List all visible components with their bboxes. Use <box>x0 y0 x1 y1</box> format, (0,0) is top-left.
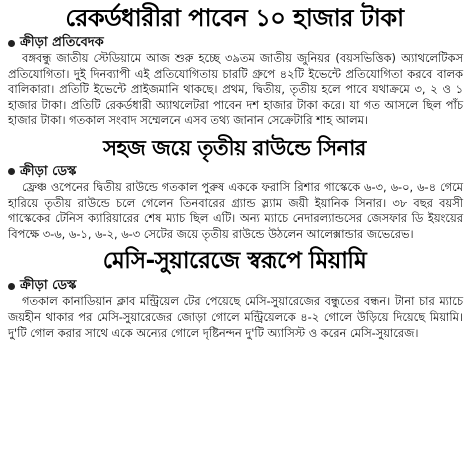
article-text: ফ্রেঞ্চ ওপেনের দ্বিতীয় রাউন্ডে গতকাল পুরুষ এককে ফরাসি রিশার গাস্কেকে ৬-৩, ৬-০, ৬-৪ গেমে হারিয়ে তৃতীয় রাউন্ডে চলে গেলেন তিনবারের গ্র্যান্ড স্ল্যাম জয়ী ইয়ানিক সিনার। ৩৮ বছর বয়সী গাস্কেকের টেনিস ক্যারিয়ারের শেষ ম্যাচ ছিল এটি। অন্য ম্যাচে নেদারল্যান্ডসের জেসফার ডি ইয়ংয়ের বিপক্ষে ৩-৬, ৬-১, ৬-২, ৬-৩ সেটের জয়ে তৃতীয় রাউন্ডে উঠলেন আলেক্সান্ডার জভেরেভ। <box>8 179 463 241</box>
article-body <box>8 180 463 242</box>
byline-text: ক্রীড়া প্রতিবেদক <box>20 35 104 50</box>
byline <box>8 164 465 180</box>
story-sinner <box>4 132 465 242</box>
byline-text: ক্রীড়া ডেস্ক <box>20 163 77 179</box>
article-text: গতকাল কানাডিয়ান ক্লাব মন্ট্রিয়েল টের পেয়েছে মেসি-সুয়ারেজের বন্ধুতের বন্ধন। টানা চার ম্যাচে জয়হীন থাকার পর মেসি-সুয়ারেজের জোড়া গোলে মন্ট্রিয়েলকে ৪-২ গোলে উড়িয়ে দিয়েছে মিয়ামি। দু'টি গোল করার সাথে একে অন্যের গোলে দৃষ্টিনন্দন দু'টি অ্যাসিস্ট ও করেন মেসি-সুয়ারেজ। <box>8 294 463 340</box>
byline-text: ক্রীড়া ডেস্ক <box>20 278 77 294</box>
newspaper-clipping <box>0 1 469 473</box>
bullet-icon <box>8 40 15 47</box>
byline <box>8 278 465 294</box>
bullet-icon <box>8 168 15 175</box>
byline <box>8 35 465 51</box>
headline: রেকর্ডধারীরা পাবেন ১০ হাজার টাকা <box>65 4 404 32</box>
headline: মেসি-সুয়ারেজে স্বরূপে মিয়ামি <box>102 248 367 275</box>
story-miami <box>4 245 465 341</box>
headline: সহজ জয়ে তৃতীয় রাউন্ডে সিনার <box>103 135 366 160</box>
article-body <box>8 51 463 129</box>
article-body <box>8 294 463 341</box>
article-text: বঙ্গবন্ধু জাতীয় স্টেডিয়ামে আজ শুরু হচ্ছে ৩৯তম জাতীয় জুনিয়র (বয়সভিত্তিক) অ্যাথলেটিকস প্রতিযোগিতা। দুই দিনব্যাপী এই প্রতিযোগিতায় চারটি গ্রুপে ৪২টি ইভেন্টে প্রতিযোগিতা করবে বালক বালিকারা। প্রতিটি ইভেন্টে প্রাইজমানি থাকছে। প্রথম, দ্বিতীয়, তৃতীয় হলে পাবে যথাক্রমে ৩, ২ ও ১ হাজার টাকা। প্রতিটি রেকর্ডধারী অ্যাথলেটরা পাবেন দশ হাজার টাকা করে। যা গত আসলে ছিল পাঁচ হাজার টাকা। গতকাল সংবাদ সম্মেলনে এসব তথ্য জানান সেক্রেটারি শাহ আলম। <box>8 51 463 128</box>
bullet-icon <box>8 283 15 290</box>
story-athletics <box>4 1 465 129</box>
